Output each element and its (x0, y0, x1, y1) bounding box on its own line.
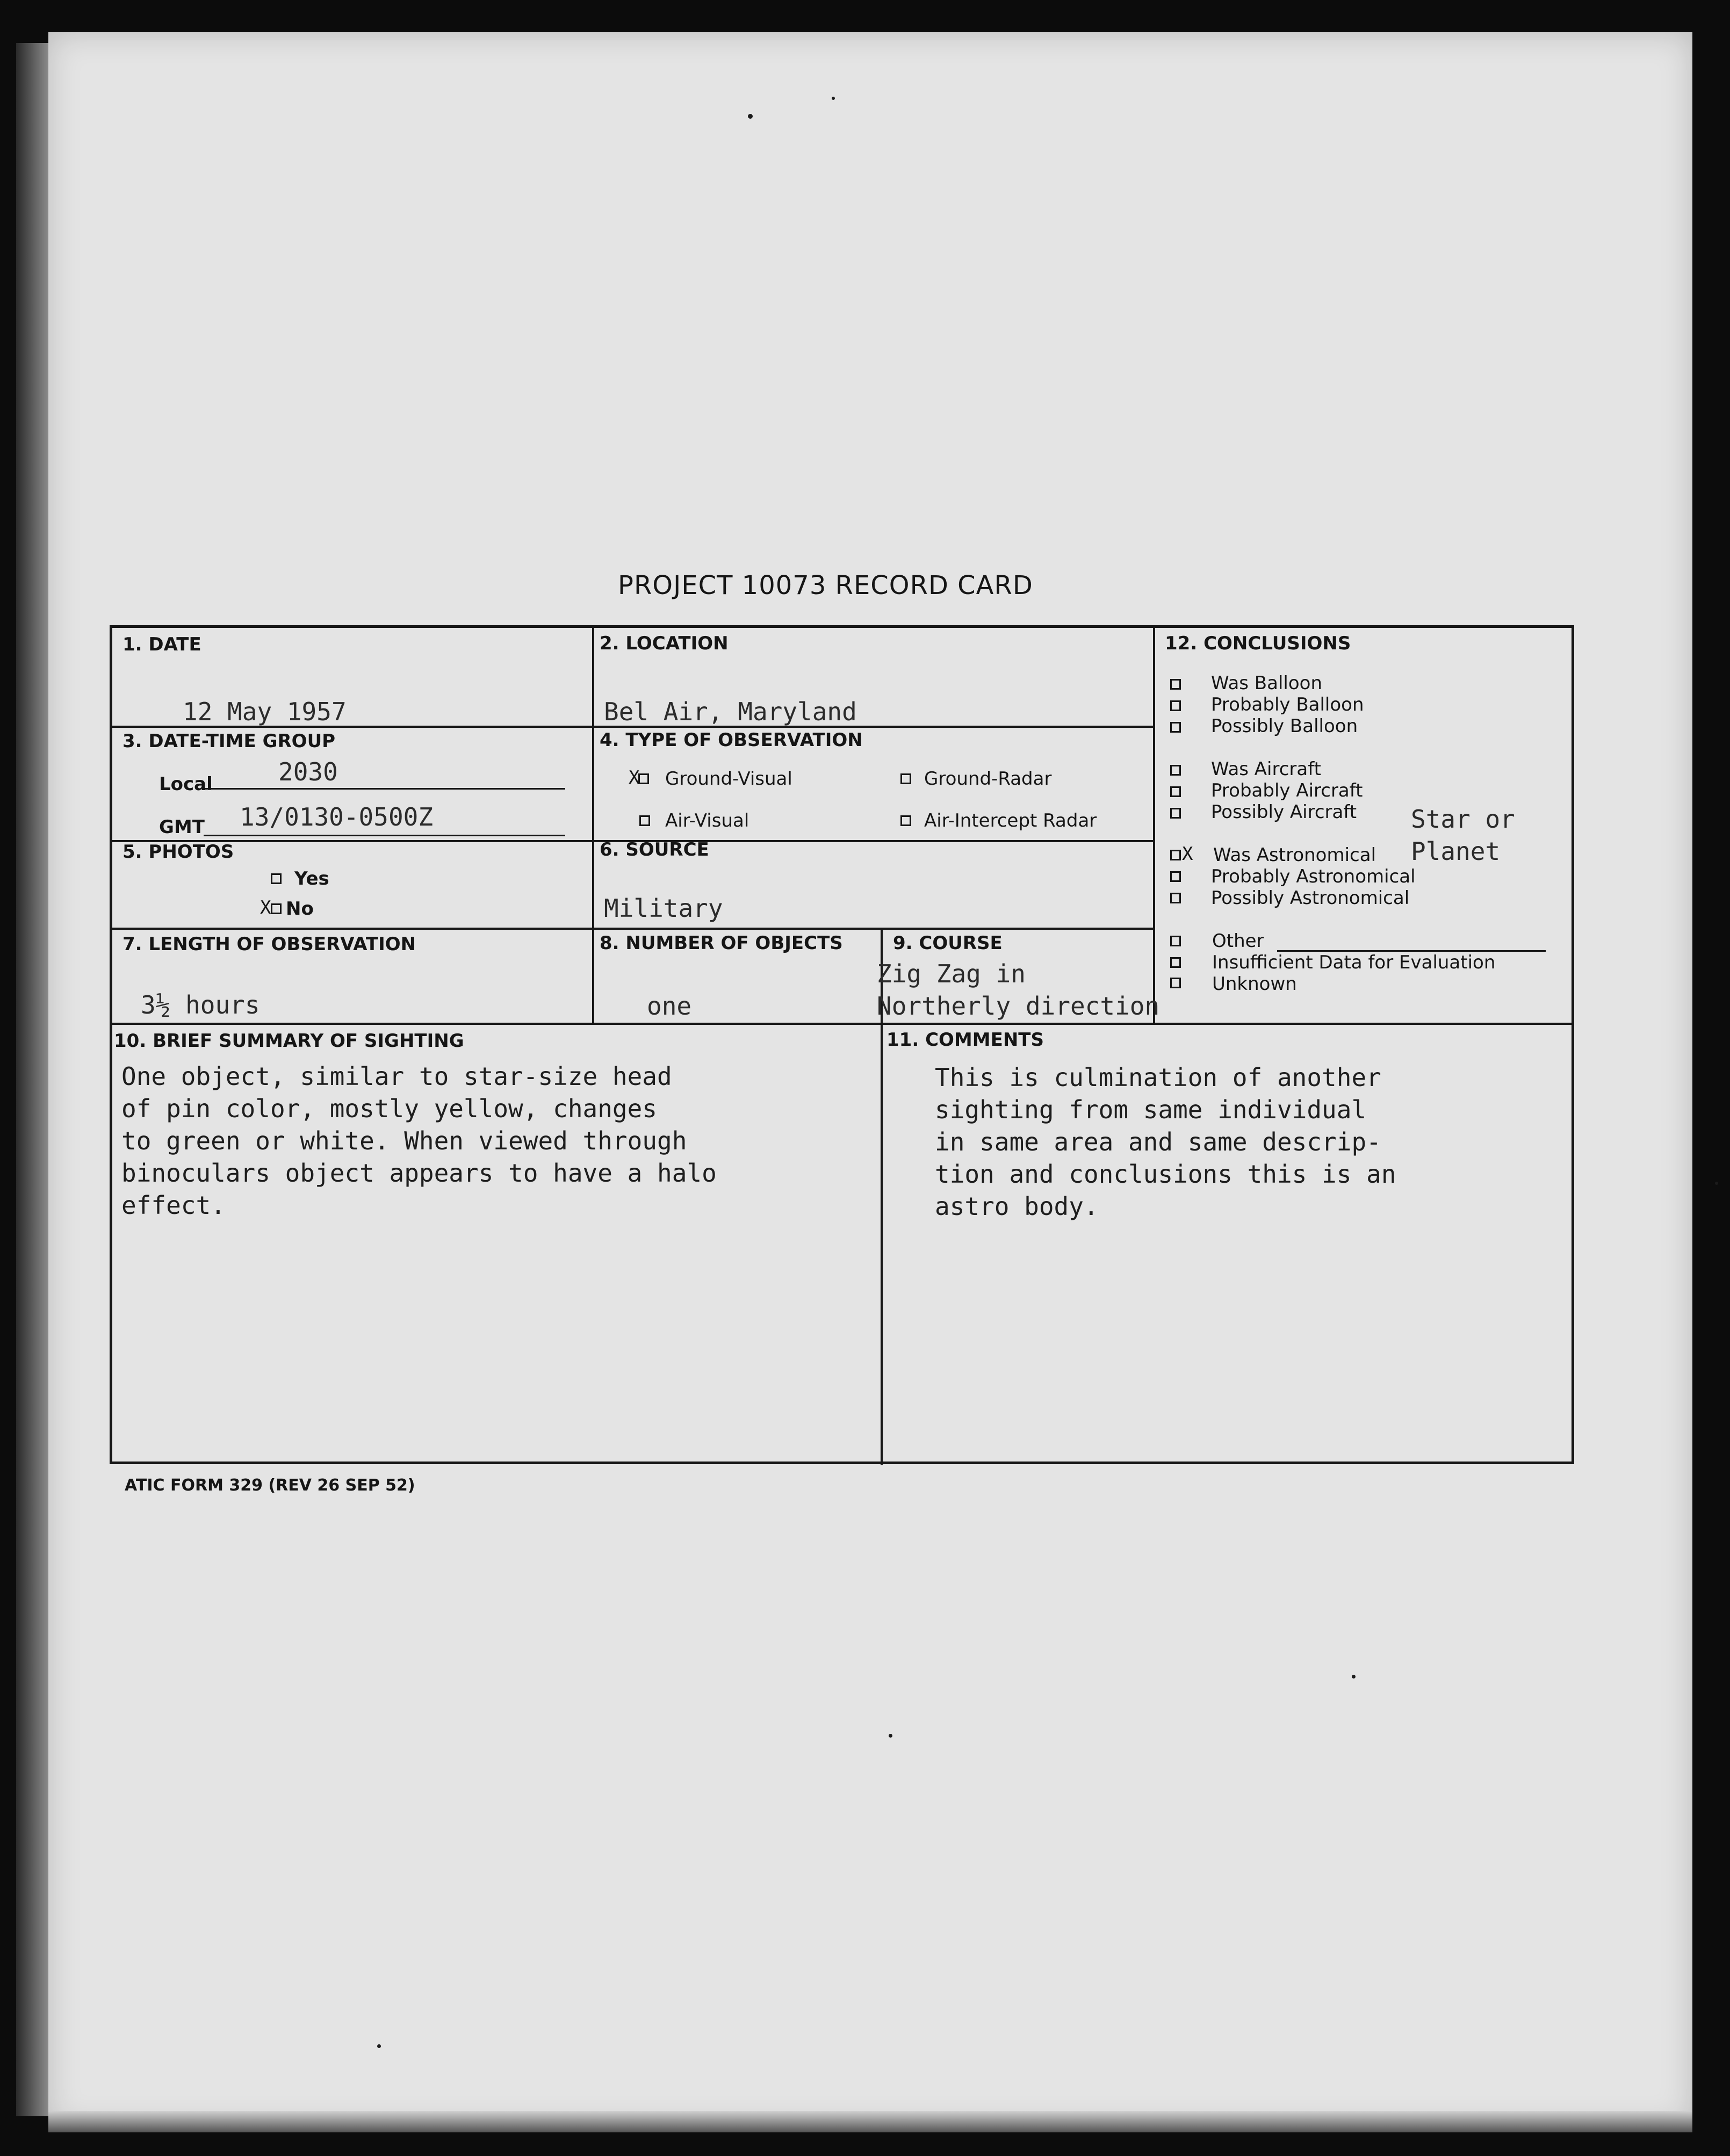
option-ground-radar: Ground-Radar (924, 768, 1052, 790)
conclusion-note-line1: Star or (1411, 805, 1515, 834)
option-possibly-astronomical: Possibly Astronomical (1211, 887, 1410, 909)
checkbox-possibly-aircraft[interactable] (1170, 808, 1181, 819)
option-probably-aircraft: Probably Aircraft (1211, 780, 1363, 801)
checkbox-was-balloon[interactable] (1170, 679, 1181, 690)
option-air-intercept-radar: Air-Intercept Radar (924, 810, 1097, 831)
checkbox-was-astronomical[interactable] (1170, 850, 1181, 860)
brief-summary-line: effect. (121, 1191, 226, 1220)
option-probably-astronomical: Probably Astronomical (1211, 866, 1416, 887)
checkbox-possibly-balloon[interactable] (1170, 722, 1181, 733)
option-air-visual: Air-Visual (665, 810, 749, 831)
course-label: 9. COURSE (893, 932, 1003, 954)
length-of-observation-value: 3½ hours (141, 990, 260, 1019)
row-divider (112, 1023, 1574, 1025)
checkbox-other[interactable] (1170, 936, 1181, 946)
brief-summary-line: One object, similar to star-size head (121, 1062, 672, 1091)
film-edge-bottom (48, 2111, 1692, 2132)
option-insufficient-data: Insufficient Data for Evaluation (1212, 952, 1496, 973)
option-ground-visual: Ground-Visual (665, 768, 792, 790)
gmt-value: 13/0130-0500Z (240, 802, 434, 831)
brief-summary-line: binoculars object appears to have a halo (121, 1159, 717, 1188)
form-number: ATIC FORM 329 (REV 26 SEP 52) (125, 1476, 415, 1495)
checkbox-possibly-astronomical[interactable] (1170, 893, 1181, 903)
brief-summary-line: of pin color, mostly yellow, changes (121, 1094, 657, 1123)
date-label: 1. DATE (122, 634, 201, 655)
source-label: 6. SOURCE (600, 839, 709, 860)
conclusion-note-line2: Planet (1411, 837, 1501, 866)
scan-speck (377, 2044, 381, 2048)
checkbox-probably-astronomical[interactable] (1170, 871, 1181, 882)
date-value: 12 May 1957 (183, 697, 347, 726)
checkbox-air-visual[interactable] (639, 815, 650, 826)
comments-line: This is culmination of another (935, 1063, 1381, 1092)
course-value-line2: Northerly direction (877, 992, 1160, 1021)
checkbox-ground-radar[interactable] (900, 773, 911, 784)
length-of-observation-label: 7. LENGTH OF OBSERVATION (122, 934, 416, 955)
local-time-value: 2030 (278, 757, 338, 786)
column-divider (1153, 628, 1155, 1023)
number-of-objects-value: one (647, 992, 692, 1021)
scan-speck (748, 114, 753, 119)
photos-label: 5. PHOTOS (122, 841, 234, 863)
check-mark-was-astronomical: X (1182, 843, 1193, 865)
gmt-underline (204, 835, 565, 836)
checkbox-probably-balloon[interactable] (1170, 700, 1181, 711)
check-mark-photos-no: X (260, 897, 271, 918)
source-value: Military (604, 894, 723, 923)
gmt-label: GMT (159, 816, 205, 838)
local-label: Local (159, 773, 213, 795)
checkbox-air-intercept-radar[interactable] (900, 815, 911, 826)
comments-label: 11. COMMENTS (886, 1029, 1044, 1051)
card-title: PROJECT 10073 RECORD CARD (618, 570, 1033, 601)
option-photos-yes: Yes (294, 868, 329, 889)
brief-summary-line: to green or white. When viewed through (121, 1126, 687, 1155)
checkbox-was-aircraft[interactable] (1170, 765, 1181, 776)
option-other: Other (1212, 930, 1264, 952)
option-unknown: Unknown (1212, 973, 1297, 995)
checkbox-insufficient-data[interactable] (1170, 957, 1181, 968)
option-photos-no: No (286, 898, 314, 920)
local-underline (204, 788, 565, 790)
location-label: 2. LOCATION (600, 633, 729, 654)
comments-line: tion and conclusions this is an (935, 1160, 1396, 1189)
checkbox-photos-no[interactable] (271, 903, 282, 914)
row-divider (112, 928, 1155, 930)
column-divider (592, 628, 594, 1023)
option-was-aircraft: Was Aircraft (1211, 758, 1321, 780)
option-probably-balloon: Probably Balloon (1211, 694, 1364, 715)
checkbox-photos-yes[interactable] (271, 873, 282, 884)
conclusions-label: 12. CONCLUSIONS (1165, 633, 1351, 654)
course-value-line1: Zig Zag in (877, 959, 1026, 988)
comments-line: sighting from same individual (935, 1095, 1367, 1124)
comments-line: astro body. (935, 1192, 1099, 1221)
location-value: Bel Air, Maryland (604, 697, 857, 726)
checkbox-probably-aircraft[interactable] (1170, 786, 1181, 797)
option-possibly-balloon: Possibly Balloon (1211, 715, 1358, 737)
brief-summary-label: 10. BRIEF SUMMARY OF SIGHTING (114, 1030, 464, 1052)
type-of-observation-label: 4. TYPE OF OBSERVATION (600, 729, 863, 751)
checkbox-unknown[interactable] (1170, 978, 1181, 988)
scan-speck (832, 97, 835, 100)
option-was-balloon: Was Balloon (1211, 672, 1323, 694)
option-was-astronomical: Was Astronomical (1213, 844, 1376, 866)
date-time-group-label: 3. DATE-TIME GROUP (122, 730, 336, 752)
checkbox-ground-visual[interactable] (638, 773, 649, 784)
option-possibly-aircraft: Possibly Aircraft (1211, 801, 1357, 823)
scan-speck (1352, 1675, 1356, 1679)
comments-line: in same area and same descrip- (935, 1127, 1381, 1156)
scan-speck (889, 1734, 892, 1738)
check-mark-ground-visual: X (629, 767, 640, 788)
number-of-objects-label: 8. NUMBER OF OBJECTS (600, 932, 843, 954)
scan-speck (1715, 1182, 1718, 1185)
